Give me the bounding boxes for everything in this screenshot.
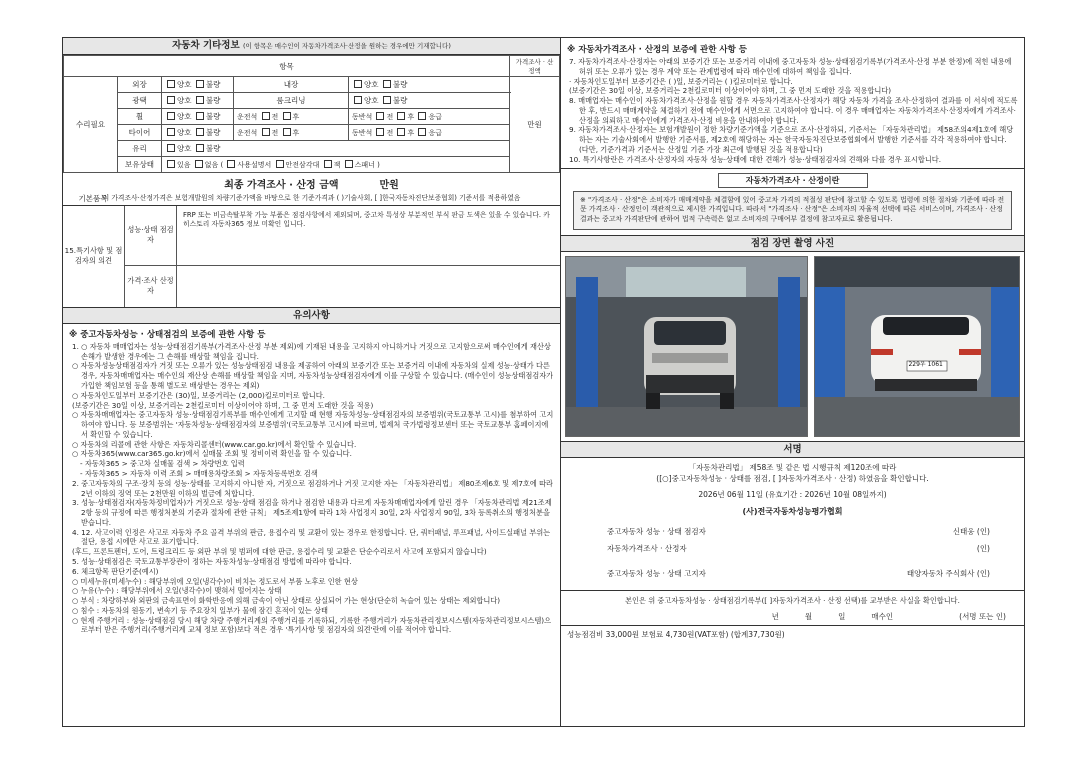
caution-item: ○ 누유(누수) : 해당부위에서 오일(냉각수)이 맺혀서 떨어지는 상태 [72,586,282,596]
emergency-label: 응급 [428,128,443,137]
basic-have-checkbox[interactable] [167,160,175,168]
exterior-good-checkbox[interactable] [167,80,175,88]
spanner-label: 스패너 [354,160,375,169]
final-price-block [63,173,560,206]
caution-item: ○ 자동차365(www.car365.go.kr)에서 실매물 조회 및 정비이력 확인을 할 수 있습니다. [72,449,352,459]
price-inspector-seal: (인) [976,543,990,553]
caution-item: 1. ○ 자동차 매매업자는 성능·상태점검기록부(가격조사·산정 부분 제외)에 기재된 내용을 고지하지 아니하거나 거짓으로 고지함으로써 매수인에게 재산상 손해가 발생한 경우에는 그 손해를 배상할 책임을 집니다. [72,341,551,361]
driver-label: 운전석 [237,112,258,121]
bad-label: 불량 [205,80,221,89]
final-price-basis: 이 가격조사·산정가격은 보험개발원의 차량기준가액을 바탕으로 한 기준가격과 ( )기술사회, [ ]한국자동차진단보증협회) 기준서를 적용하였음 [102,194,521,202]
photos-row [561,252,1024,442]
exterior-bad-checkbox[interactable] [196,80,204,88]
inspector-row [561,523,1024,540]
caution-item: (보증기간은 30일 이상, 보증거리는 2천킬로미터 이상이어야 하며, 그 중 먼저 도래한 것을 적용) [72,400,374,410]
wheel-emergency-checkbox[interactable] [418,112,426,120]
price-guarantee-item: 9. 자동차가격조사·산정자는 보험개발원이 정한 차량기준가액을 기준으로 조사·산정하되, 기준서는 「자동차관리법」 제58조의4제1호에 해당하는 자는 기술사회에서 발행한 기준서를, 제2호에 해당하는 자는 한국자동차진단보증협회에서 발행한 기준서를 각각 적용하여야 합니다. (다만, 기준가격과 기준서는 산정일 기준 가장 최근에 발행된 것을 적용합니다) [569,125,1014,155]
price-unit: 만원 [510,77,560,173]
wheel-driver-rear-checkbox[interactable] [283,112,291,120]
caution-item: 4. 12. 사고이력 인정은 사고로 자동차 주요 골격 부위의 판금, 용접수리 및 교환이 있는 경우로 한정합니다. 단, 쿼터패널, 루프패널, 사이드실패널 부위는 절단, 용접 시에만 사고로 표기합니다. [72,527,551,547]
glass-bad-checkbox[interactable] [196,144,204,152]
price-guarantee-title: ※ 자동차가격조사 · 산정의 보증에 관한 사항 등 [567,45,748,55]
price-header: 가격조사 · 산정액 [510,56,560,77]
triangle-label: 안전삼각대 [285,160,320,169]
tire-driver-front-checkbox[interactable] [262,128,270,136]
bad-label: 불량 [205,112,221,121]
tire-passenger-front-checkbox[interactable] [376,128,384,136]
caution-item: 5. 성능·상태점검은 국토교통부장관이 정하는 자동차성능·상태점검 방법에 따라야 합니다. [72,557,352,567]
other-info-header [63,38,560,55]
interior-label: 내장 [234,77,349,93]
price-inspector-row [561,540,1024,557]
receipt-line: 본인은 위 중고자동차성능 · 상태점검기록부([ ]자동차가격조사 · 산정 선택)를 교부받은 사실을 확인합니다. [625,595,960,605]
signature-header: 서명 [561,442,1024,458]
have-label: 있음 [177,160,191,169]
caution-item: 6. 체크항목 판단기준(예시) [72,566,159,576]
price-guarantee-item: 10. 특기사항란은 가격조사·산정자의 자동차 성능·상태에 대한 견해가 성능·상태점검자의 견해와 다를 경우 표시합니다. [569,154,942,164]
item-header: 항목 [64,56,510,77]
inspection-photo-rear [814,256,1020,437]
buyer-sign: (서명 또는 인) [959,611,1006,621]
final-price-title-text: 최종 가격조사 · 산정 금액 [224,180,339,191]
special-notes-label: 15.특기사항 및 점검자의 의견 [63,206,125,307]
gloss-bad-checkbox[interactable] [196,96,204,104]
bad-label: 불량 [392,96,408,105]
basic-none-checkbox[interactable] [195,160,203,168]
basic-items-label: 기본품목 [78,194,108,203]
price-guarantee-item: · 자동차인도일부터 보증기간은 ( )일, 보증거리는 ( )킬로미터로 합니다. [569,76,793,86]
caution-item: ○ 미세누유(미세누수) : 해당부위에 오일(냉각수)이 비치는 정도로서 부품 노후로 인한 현상 [72,576,358,586]
bad-label: 불량 [205,96,221,105]
caution-item: (후드, 프론트펜더, 도어, 트렁크리드 등 외판 부위 및 범퍼에 대한 판금, 용접수리 및 교환은 단순수리로서 사고에 포함되지 않습니다) [72,547,487,557]
rear-label: 후 [407,112,415,121]
good-label: 양호 [177,80,192,89]
tire-driver-rear-checkbox[interactable] [283,128,291,136]
glass-label: 유리 [118,141,162,157]
tire-passenger-rear-checkbox[interactable] [397,128,405,136]
perf-inspector-opinion: FRP 또는 비금속탈부착 가능 부품은 점검사항에서 제외되며, 중고차 특성상 부분적인 부식 판금 도색은 있을 수 있습니다. 카히스토리 자동차365 정보 미확인 입니다. [183,210,550,228]
price-guarantee-list [561,57,1024,168]
exterior-label: 외장 [118,77,162,93]
front-label: 전 [271,128,279,137]
wheel-passenger-front-checkbox[interactable] [376,112,384,120]
wheel-bad-checkbox[interactable] [196,112,204,120]
caution-item: - 자동차365 > 자동차 이력 조회 > 매매용차량조회 > 자동차등록번호 검색 [80,468,318,478]
notifier-name: 태양자동차 주식회사 [906,568,975,578]
caution-section-title: ※ 중고자동차성능 · 상태점검의 보증에 관한 사항 등 [69,329,266,340]
month-label: 월 [804,611,813,621]
receipt-block [561,590,1024,625]
inspection-photo-front [565,256,808,437]
price-guarantee-item: 8. 매매업자는 매수인이 자동차가격조사·산정을 원할 경우 자동차가격조사·산정자가 해당 자동차 가격을 조사·산정하여 결과를 이 서식에 적도록 한 후, 반드시 매매계약을 체결하기 전에 매수인에게 서면으로 고지하여야 합니다. 이 경우 매매업자는 자동차가격조사·산정자에게 가격조사·산정을 의뢰하고 매수인에게 가격조사·산정 비용을 안내하여야 합니다. [569,96,1018,125]
caution-item: ○ 자동차의 리콜에 관한 사항은 자동차리콜센터(www.car.go.kr)에서 확인할 수 있습니다. [72,439,357,449]
caution-item: 3. 성능·상태점검자(자동차정비업자)가 거짓으로 성능·상태 점검을 하거나 점검한 내용과 다르게 자동차매매업자에게 알린 경우 「자동차관리법 제21조제2항 등의 규정에 따른 행정처분의 기준과 절차에 관한 규칙」 제5조제1항에 따라 1차 사업정지 30일, 2차 사업정지 90일, 3차 등록취소의 행정처분을 받습니다. [72,498,552,527]
price-meaning-text: ※ "가격조사 · 산정"은 소비자가 매매계약을 체결함에 있어 중고차 가격의 적절성 판단에 참고할 수 있도록 법령에 의한 절차와 기준에 따라 전문 가격조사 · 산정인이 객관적으로 제시한 가격입니다. 따라서 "가격조사 · 산정"은 소비자의 자율적 선택에 따른 서비스이며, 가격조사 · 산정 결과는 중고차 가격판단에 관하여 법적 구속력은 없고 소비자의 구매여부 결정에 참고자료로 활용됩니다. [573,191,1012,230]
caution-item: ○ 현재 주행거리 : 성능·상태점검 당시 해당 차량 주행거리계의 주행거리를 기록하되, 기록한 주행거리가 자동차관리정보시스템(자동차관리정보시스템)으로부터 받은 주행거리(주행거리계 교체 정보 포함)보다 적은 경우 '특기사항 및 점검자의 의견'란에 이를 적어야 합니다. [72,615,552,635]
inspector-label: 중고자동차 성능 · 상태 점검자 [607,526,706,536]
signature-law-line: 「자동차관리법」 제58조 및 같은 법 시행규칙 제120조에 따라 [688,462,897,472]
bad-label: 불량 [205,128,221,137]
emergency-label: 응급 [428,112,443,121]
repair-needed-label: 수리필요 [64,77,118,173]
buyer-sign-row [571,611,1014,622]
tire-bad-checkbox[interactable] [196,128,204,136]
price-guarantee-item: 7. 자동차가격조사·산정자는 아래의 보증기간 또는 보증거리 이내에 중고자동차 성능·상태점검기록부(가격조사·산정 부분 한정)에 적힌 내용에 허위 또는 오류가 있는 경우 계약 또는 관계법령에 따라 매수인에 대하여 책임을 집니다. [569,57,1012,76]
manual-label: 사용설명서 [237,160,272,169]
rear-car-illustration [815,257,1020,437]
notifier-row [561,565,1024,582]
bad-label: 불량 [205,144,221,153]
gloss-label: 광택 [118,93,162,109]
signature-org: (사)전국자동차성능평가협회 [742,506,843,516]
signature-date-line: 2026년 06월 11일 (유효기간 : 2026년 10월 08일까지) [698,489,887,499]
spanner-checkbox[interactable] [345,160,353,168]
wheel-driver-front-checkbox[interactable] [262,112,270,120]
passenger-label: 동반석 [351,128,373,137]
tire-good-checkbox[interactable] [167,128,175,136]
good-label: 양호 [177,112,192,121]
wheel-label: 휠 [118,109,162,125]
other-info-note: (이 항목은 매수인이 자동차가격조사·산정을 원하는 경우에만 기재합니다) [242,42,451,50]
tire-emergency-checkbox[interactable] [418,128,426,136]
signature-check-line: ([○]중고자동차성능 · 상태를 점검, [ ]자동차가격조사 · 산정) 하였음을 확인합니다. [656,473,929,483]
special-notes-block [63,206,560,308]
good-label: 양호 [177,96,192,105]
wheel-good-checkbox[interactable] [167,112,175,120]
other-info-title: 자동차 기타정보 [172,40,240,51]
right-column [561,38,1024,726]
price-meaning-title: 자동차가격조사 · 산정이란 [718,173,868,188]
inspector-seal: (인) [976,526,990,536]
price-inspector-label: 가격·조사 산정자 [125,266,177,307]
gloss-good-checkbox[interactable] [167,96,175,104]
photos-header: 점검 장면 촬영 사진 [561,236,1024,252]
interior-bad-checkbox[interactable] [383,80,391,88]
rear-label: 후 [407,128,415,137]
price-inspector-sign-label: 자동차가격조사 · 산정자 [607,543,687,553]
caution-header: 유의사항 [63,308,560,324]
price-inspector-opinion [177,266,560,307]
price-guarantee-item: (보증기간은 30일 이상, 보증거리는 2천킬로미터 이상이어야 하며, 그 중 먼저 도래한 것을 적용합니다) [569,86,892,96]
perf-inspector-label: 성능·상태 점검자 [125,206,177,265]
triangle-checkbox[interactable] [276,160,284,168]
bad-label: 불량 [392,80,408,89]
caution-item: ○ 침수 : 자동차의 원동기, 변속기 등 주요장치 일부가 물에 잠긴 흔적이 있는 상태 [72,605,328,615]
notifier-label: 중고자동차 성능 · 상태 고지자 [607,568,706,578]
good-label: 양호 [363,80,379,89]
day-label: 일 [838,611,846,621]
caution-item: ○ 자동차매매업자는 중고자동차 성능·상태점검기록부를 매수인에게 고지할 때 현행 자동차성능·상태점검자의 보증범위(국토교통부 고시)를 첨부하여 고지하여야 합니다. 등 보증범위는 '자동차성능·상태점검자의 보증범위'(국토교통부 고시)에 따르며, 법제처 국가법령정보센터 또는 국토교통부 홈페이지에서 확인할 수 있습니다. [72,410,554,439]
none-label: 없음 [204,160,219,169]
driver-label: 운전석 [237,128,258,137]
fee-line: 성능점검비 33,000원 보험료 4,730원(VAT포함) (합계37,730원) [561,625,1024,643]
year-label: 년 [771,611,779,621]
ownership-label: 보유상태 [118,157,162,173]
inspection-report-page [62,37,1025,727]
final-price-title [63,176,560,191]
caution-item: ○ 자동차성능상태점검자가 거짓 또는 오류가 있는 성능상태점검 내용을 제공하여 아래의 보증기간 또는 보증거리 이내에 자동차의 실제 성능·상태가 다른 경우, 자동차매매업자는 매수인의 재산상 손해를 배상할 책임을 지며, 자동차성능상태점검자에게 이를 구상할 수 있습니다. (매수인이 성능상태점검자가 가입한 책임보험 등을 통해 별도로 배상받는 경우는 제외) [72,361,554,390]
rear-label: 후 [292,128,300,137]
glass-good-checkbox[interactable] [167,144,175,152]
caution-item: ○ 자동차인도일부터 보증기간은 (30)일, 보증거리는 (2,000)킬로미터로 합니다. [72,390,325,400]
notifier-seal: (인) [976,568,990,578]
good-label: 양호 [177,144,192,153]
manual-checkbox[interactable] [227,160,235,168]
good-label: 양호 [177,128,192,137]
passenger-label: 동반석 [351,112,373,121]
left-column [63,38,561,726]
front-car-illustration [566,257,808,437]
jack-label: 잭 [333,160,341,169]
final-price-unit: 만원 [379,180,399,191]
caution-item: - 자동차365 > 중고차 실매물 검색 > 차량번호 입력 [80,459,245,469]
tire-label: 타이어 [118,125,162,141]
caution-list [63,342,560,635]
room-clean-good-checkbox[interactable] [354,96,362,104]
inspector-name: 신태웅 [952,526,975,536]
room-clean-bad-checkbox[interactable] [383,96,391,104]
jack-checkbox[interactable] [324,160,332,168]
price-meaning-block [561,168,1024,236]
caution-item: 2. 중고자동차의 구조·장치 등의 성능·상태를 고지하지 아니한 자, 거짓으로 점검하거나 거짓 고지한 자는 「자동차관리법」 제80조제6호 및 제7호에 따라 2년 이하의 징역 또는 2천만원 이하의 벌금에 처합니다. [72,478,553,498]
front-label: 전 [271,112,279,121]
other-info-table: 항목 가격조사 · 산정액 수리필요 외장 양호 불량 내장 양호 불량 만원 광택 양호 불량 룸크리닝 양호 불량 휠 양호 불량 운전석 전 후 동반석 전 후 응급 타이어 양호 불량 운전석 전 후 동반석 전 후 응급 유리 양호 불량 보유상태 있음 없음 ( 사용설명서 안전삼각대 잭 스패너 ) [63,55,560,173]
caution-item: ○ 부식 : 차량하부와 외판의 금속표면이 화학반응에 의해 금속이 아닌 상태로 상실되어 가는 현상(단순히 녹슬어 있는 상태는 제외합니다) [72,596,501,606]
rear-label: 후 [292,112,300,121]
front-label: 전 [386,128,394,137]
interior-good-checkbox[interactable] [354,80,362,88]
buyer-label: 매수인 [871,611,894,621]
wheel-passenger-rear-checkbox[interactable] [397,112,405,120]
rear-plate-number: 229우 1061 [908,360,943,368]
room-clean-label: 룸크리닝 [234,93,349,109]
front-label: 전 [386,112,394,121]
good-label: 양호 [363,96,379,105]
